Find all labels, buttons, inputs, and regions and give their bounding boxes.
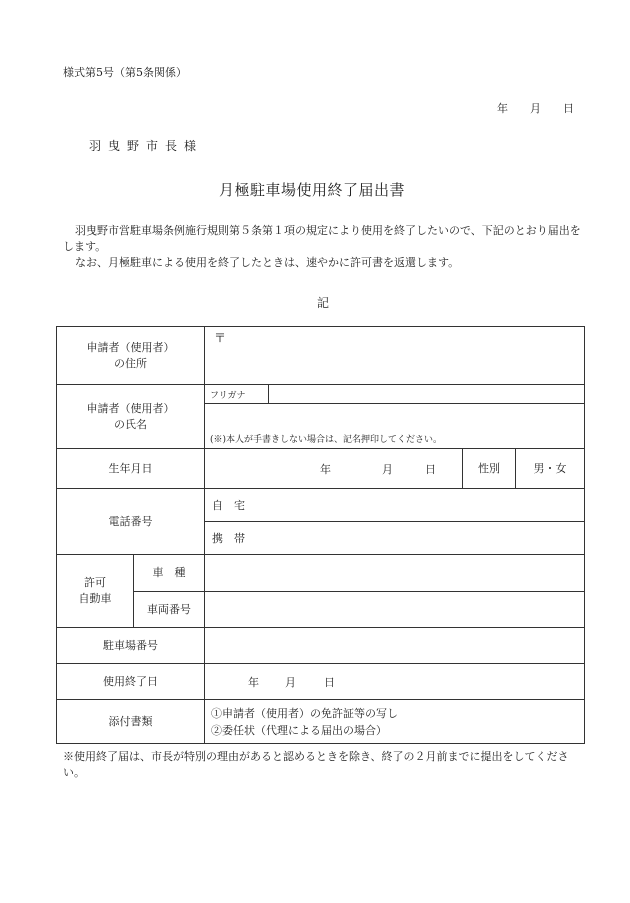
- vehicle-type-label: 車 種: [134, 555, 205, 592]
- vehicle-type-field[interactable]: [205, 555, 585, 592]
- row-birth: [57, 449, 585, 489]
- application-form-table: [56, 326, 585, 744]
- attachments-label: 添付書類: [57, 700, 205, 744]
- birth-month: 月: [382, 462, 393, 476]
- row-attachments: [57, 700, 585, 744]
- submission-date: [497, 100, 574, 116]
- recipient: 羽曳野市長様: [89, 139, 204, 153]
- gender-label: 性別: [463, 449, 516, 489]
- date-month: 月: [530, 102, 541, 115]
- end-year: 年: [248, 675, 259, 689]
- vehicle-label: 許可 自動車: [57, 555, 134, 628]
- birth-year: 年: [320, 462, 331, 476]
- ki-heading: 記: [317, 296, 330, 310]
- phone-home-label: 自 宅: [212, 499, 245, 512]
- vehicle-number-field[interactable]: [205, 592, 585, 628]
- row-phone-home: [57, 489, 585, 522]
- name-note: (※)本人が手書きしない場合は、記名押印してください。: [210, 435, 443, 445]
- date-year: 年: [497, 102, 508, 115]
- end-date-field[interactable]: [205, 664, 585, 700]
- furigana-field[interactable]: [269, 385, 585, 404]
- furigana-label: フリガナ: [205, 385, 269, 404]
- footnote: ※使用終了届は、市長が特別の理由があると認めるときを除き、終了の２月前までに提出をしてください。: [63, 750, 569, 779]
- parking-number-label: 駐車場番号: [57, 628, 205, 664]
- name-field[interactable]: [205, 404, 585, 449]
- end-month: 月: [285, 675, 296, 689]
- row-parking: [57, 628, 585, 664]
- attachment-2: ②委任状（代理による届出の場合）: [211, 723, 387, 737]
- row-vehicle-type: [57, 555, 585, 592]
- birth-field[interactable]: [205, 449, 463, 489]
- birth-day: 日: [425, 462, 436, 476]
- row-address: [57, 327, 585, 385]
- parking-number-field[interactable]: [205, 628, 585, 664]
- end-date-label: 使用終了日: [57, 664, 205, 700]
- vehicle-number-label: 車両番号: [134, 592, 205, 628]
- end-day: 日: [324, 675, 335, 689]
- row-vehicle-number: [57, 592, 585, 628]
- form-number: 様式第5号（第5条関係）: [63, 66, 187, 79]
- body-paragraph-2: なお、月極駐車による使用を終了したときは、速やかに許可書を返還します。: [75, 256, 460, 269]
- attachments-field: [205, 700, 585, 744]
- address-label: 申請者（使用者） の住所: [57, 327, 205, 385]
- phone-mobile-label: 携 帯: [212, 532, 245, 545]
- address-field[interactable]: [205, 327, 585, 385]
- gender-options[interactable]: 男・女: [516, 449, 585, 489]
- name-label: 申請者（使用者） の氏名: [57, 385, 205, 449]
- phone-label: 電話番号: [57, 489, 205, 555]
- birth-label: 生年月日: [57, 449, 205, 489]
- zip-mark: 〒: [214, 331, 227, 345]
- document-title: 月極駐車場使用終了届出書: [219, 181, 406, 199]
- phone-mobile-field[interactable]: [205, 522, 585, 555]
- row-furigana: [57, 385, 585, 404]
- body-paragraph-1: 羽曳野市営駐車場条例施行規則第５条第１項の規定により使用を終了したいので、下記のとおり届出をします。: [63, 224, 581, 253]
- phone-home-field[interactable]: [205, 489, 585, 522]
- row-end-date: [57, 664, 585, 700]
- attachment-1: ①申請者（使用者）の免許証等の写し: [211, 706, 398, 720]
- body-text: [63, 223, 585, 271]
- date-day: 日: [563, 102, 574, 115]
